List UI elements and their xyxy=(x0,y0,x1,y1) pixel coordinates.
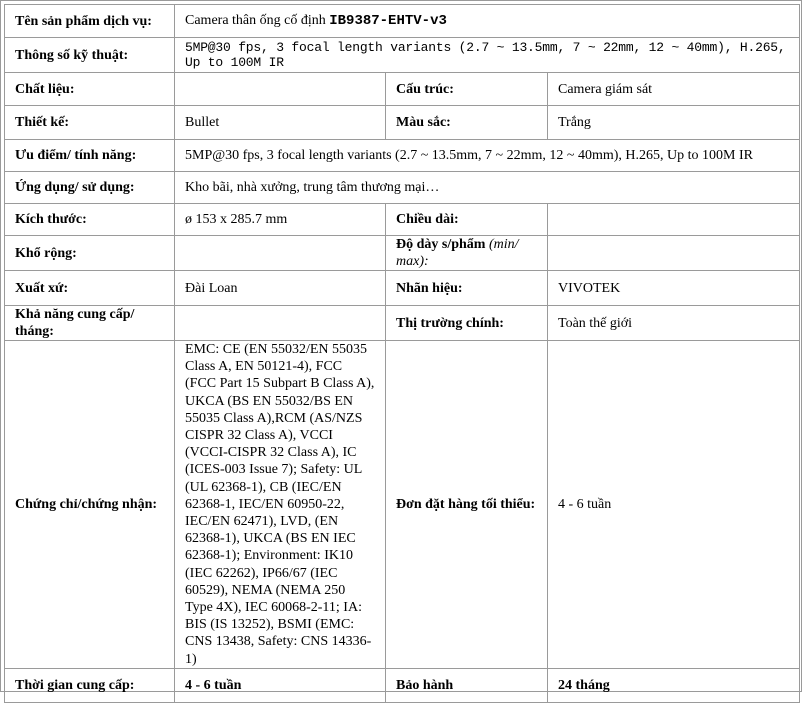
min-order-value: 4 - 6 tuần xyxy=(548,341,800,669)
design-value: Bullet xyxy=(175,106,386,140)
color-value: Trắng xyxy=(548,106,800,140)
structure-value: Camera giám sát xyxy=(548,73,800,106)
brand-value: VIVOTEK xyxy=(548,271,800,306)
certs-value: EMC: CE (EN 55032/EN 55035 Class A, EN 50121-4), FCC (FCC Part 15 Subpart B Class A), UKCA (BS EN 55032/BS EN 55035 Class A),RCM (AS/NZS CISPR 32 Class A), VCCI (VCCI-CISPR 32 Class A), IC (ICES-003 Issue 7); Safety: UL (UL 62368-1), CB (IEC/EN 62368-1, IEC/EN 60950-22, IEC/EN 62471), LVD, (EN 62368-1), UKCA (BS EN IEC 62368-1); Environment: IK10 (IEC 62262), IP66/67 (IEC 60529), NEMA (NEMA 250 Type 4X), IEC 60068-2-11; IA: BIS (IS 13252), BSMI (EMC: CNS 13438, Safety: CNS 14336-1) xyxy=(175,341,386,669)
product-spec-table xyxy=(4,4,800,703)
market-value: Toàn thế giới xyxy=(548,306,800,341)
design-label: Thiết kế: xyxy=(5,106,175,140)
delivery-label: Thời gian cung cấp: xyxy=(5,668,175,702)
length-label: Chiều dài: xyxy=(386,204,548,236)
origin-value: Đài Loan xyxy=(175,271,386,306)
color-label: Màu sắc: xyxy=(386,106,548,140)
usage-label: Ứng dụng/ sử dụng: xyxy=(5,172,175,204)
origin-label: Xuất xứ: xyxy=(5,271,175,306)
supply-value xyxy=(175,306,386,341)
table-row-delivery xyxy=(5,668,800,702)
table-row-width xyxy=(5,236,800,271)
table-row-features xyxy=(5,140,800,172)
table-row-usage xyxy=(5,172,800,204)
table-row-size xyxy=(5,204,800,236)
table-row-material xyxy=(5,73,800,106)
usage-value: Kho bãi, nhà xưởng, trung tâm thương mại… xyxy=(175,172,800,204)
features-label: Ưu điểm/ tính năng: xyxy=(5,140,175,172)
width-label: Khổ rộng: xyxy=(5,236,175,271)
material-value xyxy=(175,73,386,106)
thickness-label-note: (min/ max): xyxy=(396,237,519,269)
table-row-product-name xyxy=(5,5,800,38)
table-row-specs xyxy=(5,38,800,73)
table-row-certs xyxy=(5,341,800,669)
specs-label: Thông số kỹ thuật: xyxy=(5,38,175,73)
delivery-value: 4 - 6 tuần xyxy=(175,668,386,702)
product-name-prefix: Camera thân ống cố định xyxy=(185,13,330,28)
specs-value: 5MP@30 fps, 3 focal length variants (2.7 ~ 13.5mm, 7 ~ 22mm, 12 ~ 40mm), H.265, Up to 100M IR xyxy=(175,38,800,73)
min-order-label: Đơn đặt hàng tối thiểu: xyxy=(386,341,548,669)
size-value: ø 153 x 285.7 mm xyxy=(175,204,386,236)
product-name-label: Tên sản phẩm dịch vụ: xyxy=(5,5,175,38)
market-label: Thị trường chính: xyxy=(386,306,548,341)
supply-label: Khả năng cung cấp/ tháng: xyxy=(5,306,175,341)
product-model-code: IB9387-EHTV-v3 xyxy=(329,13,447,29)
table-row-origin xyxy=(5,271,800,306)
features-value: 5MP@30 fps, 3 focal length variants (2.7 ~ 13.5mm, 7 ~ 22mm, 12 ~ 40mm), H.265, Up to 100M IR xyxy=(175,140,800,172)
certs-label: Chứng chỉ/chứng nhận: xyxy=(5,341,175,669)
thickness-value xyxy=(548,236,800,271)
structure-label: Cấu trúc: xyxy=(386,73,548,106)
warranty-label: Bảo hành xyxy=(386,668,548,702)
brand-label: Nhãn hiệu: xyxy=(386,271,548,306)
length-value xyxy=(548,204,800,236)
warranty-value: 24 tháng xyxy=(548,668,800,702)
thickness-label-text: Độ dày s/phẩm xyxy=(396,237,489,252)
product-name-value xyxy=(175,5,800,38)
table-row-supply xyxy=(5,306,800,341)
material-label: Chất liệu: xyxy=(5,73,175,106)
table-row-design xyxy=(5,106,800,140)
width-value xyxy=(175,236,386,271)
thickness-label xyxy=(386,236,548,271)
size-label: Kích thước: xyxy=(5,204,175,236)
